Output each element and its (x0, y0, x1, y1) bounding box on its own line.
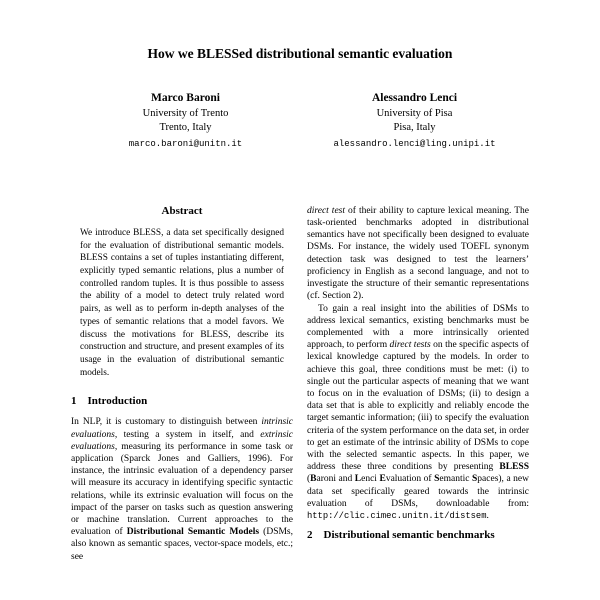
text-segment: aroni and (316, 474, 355, 485)
author-2 (300, 92, 529, 149)
section-heading-benchmarks (307, 529, 529, 541)
section-2-title: Distributional semantic benchmarks (323, 529, 495, 542)
abstract-text: We introduce BLESS, a data set specifically designed for the evaluation of distributional semantic models. BLESS contains a set of tuples instantiating different, explicitly typed semantic relations, plus a number of controlled random tuples. It is thus possible to assess the ability of a model to detect truly related word pairs, as well as to perform in-depth analyses of the types of semantic relations that a model favors. We discuss the motivations for BLESS, describe its construction and structure, and present examples of its usage in the evaluation of distributional semantic models. (80, 227, 284, 378)
right-column-paragraph-1 (307, 205, 529, 303)
author-1 (71, 92, 300, 149)
text-segment: In NLP, it is customary to distinguish between (71, 417, 262, 428)
text-segment: S (472, 474, 478, 485)
text-segment: extrinsic evaluations (71, 429, 293, 452)
text-segment: , measuring its performance in some task or application (Sparck Jones and Galliers, 1996). For instance, the intrinsic evaluation of a dependency parser will measure its accuracy in identifying specific syntactic relations, while its extrinsic evaluation will focus on the impact of the parser on tasks such as question answering or machine translation. Current approaches to the evaluation of (71, 441, 293, 538)
author-1-affiliation: University of Trento (142, 107, 229, 119)
introduction-paragraph (71, 416, 293, 562)
author-1-name: Marco Baroni (151, 91, 220, 104)
right-column-paragraph-2 (307, 303, 529, 523)
text-segment: emantic (439, 474, 472, 485)
text-segment: (DSMs, also known as semantic spaces, vector-space models, etc.; see (71, 527, 294, 562)
author-1-email: marco.baroni@unitn.it (128, 138, 243, 149)
text-segment: S (434, 474, 440, 485)
text-segment: direct tests (389, 340, 431, 351)
text-segment: L (354, 474, 362, 485)
text-segment: ( (307, 474, 311, 485)
text-segment: . (486, 510, 489, 521)
text-segment: , testing a system in itself, and (114, 429, 261, 440)
author-2-city: Pisa, Italy (393, 121, 436, 133)
text-segment: intrinsic evaluations (71, 417, 293, 440)
author-2-affiliation: University of Pisa (376, 107, 453, 119)
text-segment: direct test (307, 205, 346, 216)
paper-title: How we BLESSed distributional semantic evaluation (147, 46, 453, 61)
two-column-body (71, 205, 529, 563)
paper-url: http://clic.cimec.unitn.it/distsem (307, 510, 487, 521)
text-segment: valuation of (385, 474, 435, 485)
author-2-email: alessandro.lenci@ling.unipi.it (333, 138, 496, 149)
section-heading-introduction (71, 395, 293, 407)
author-1-city: Trento, Italy (159, 121, 212, 133)
section-1-number: 1 (71, 395, 77, 408)
text-segment: of their ability to capture lexical meaning. The task-oriented benchmarks adopted in distributional semantics have not specifically been designed to evaluate DSMs. For instance, the widely used TOEFL synonym detection task was designed to test the learners’ proficiency in English as a second language, and not to investigate the structure of their semantic representations (cf. Section 2). (307, 205, 529, 302)
text-segment: E (379, 474, 386, 485)
section-2-number: 2 (307, 529, 313, 542)
right-column (307, 205, 529, 563)
left-column (71, 205, 293, 563)
text-segment: B (310, 474, 317, 485)
abstract-heading: Abstract (161, 204, 203, 217)
section-1-title: Introduction (87, 395, 148, 408)
text-segment: Distributional Semantic Models (126, 527, 260, 538)
text-segment: To gain a real insight into the abilities of DSMs to address lexical semantics, existing benchmarks must be complemented with a more intrinsically oriented approach, to perform (307, 303, 529, 351)
author-2-name: Alessandro Lenci (371, 91, 458, 104)
text-segment: BLESS (499, 462, 529, 473)
text-segment: enci (361, 474, 380, 485)
text-segment: paces), a new data set specifically geared towards the intrinsic evaluation of DSMs, downloadable from: (307, 474, 529, 509)
text-segment: on the specific aspects of lexical knowledge captured by the models. In order to achieve this goal, three conditions must be met: (i) to single out the particular aspects of meaning that we want to focus on in the evaluation of DSMs; (ii) to design a data set that is able to explicitly and reliably encode the target semantic information; (iii) to specify the evaluation criteria of the system performance on the data set, in order to get an estimate of the intrinsic ability of DSMs to cope with the selected semantic aspects. In this paper, we address these three conditions by presenting (307, 340, 529, 473)
author-block (71, 92, 529, 149)
